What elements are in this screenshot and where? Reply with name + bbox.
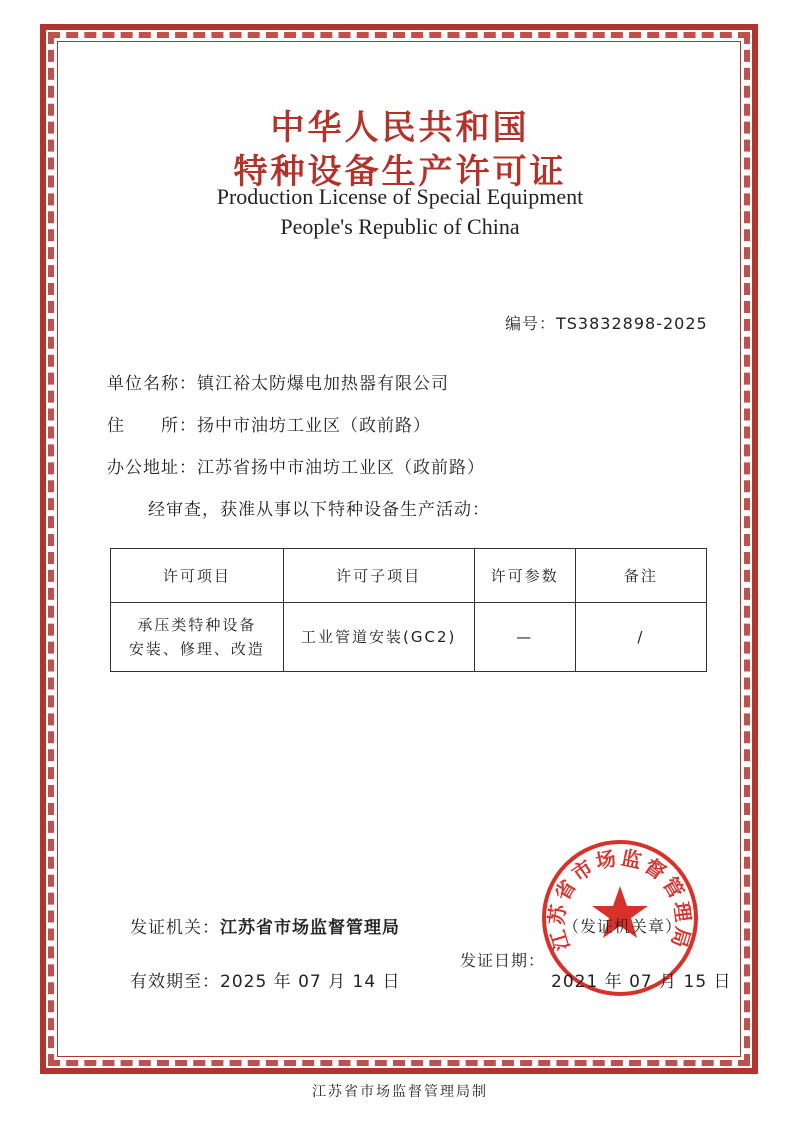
cell-license-subitem: 工业管道安装(GC2) (283, 603, 474, 672)
cell-remarks: / (575, 603, 706, 672)
issuer-row (130, 913, 400, 938)
seal-caption: （发证机关章） (563, 917, 683, 936)
valid-until-value: 2025 年 07 月 14 日 (220, 972, 401, 992)
valid-until-label: 有效期至： (130, 972, 220, 992)
residence-value: 扬中市油坊工业区（政前路） (197, 416, 431, 436)
footer-issuer: 江苏省市场监督管理局制 (312, 1084, 488, 1100)
issuer-value: 江苏省市场监督管理局 (220, 918, 400, 938)
header-license-param: 许可参数 (474, 549, 575, 603)
license-item-line2: 安装、修理、改造 (128, 640, 265, 658)
residence-row (107, 411, 431, 436)
header-license-subitem: 许可子项目 (283, 549, 474, 603)
seal-ring-text: 江苏省市场监督管理局 (544, 845, 696, 954)
unit-name-value: 镇江裕太防爆电加热器有限公司 (197, 374, 449, 394)
title-cn-line1: 中华人民共和国 (270, 108, 530, 148)
title-en-line2: People's Republic of China (280, 214, 520, 239)
unit-name-row (107, 369, 449, 394)
license-table (110, 548, 707, 672)
license-item-line1: 承压类特种设备 (137, 616, 257, 634)
office-address-value: 江苏省扬中市油坊工业区（政前路） (197, 458, 485, 478)
header-license-item: 许可项目 (111, 549, 284, 603)
issuer-label: 发证机关： (130, 918, 220, 938)
license-number: 编号：TS3832898-2025 (505, 314, 708, 333)
valid-until-row (130, 967, 401, 992)
table-header-row (111, 549, 707, 603)
table-row (111, 603, 707, 672)
header-remarks: 备注 (575, 549, 706, 603)
title-en-line1: Production License of Special Equipment (216, 184, 584, 209)
title-cn-line2: 特种设备生产许可证 (233, 152, 567, 192)
cell-license-item (111, 603, 284, 672)
issue-date-value: 2021 年 07 月 15 日 (551, 972, 732, 992)
office-address-label: 办公地址： (107, 458, 197, 478)
cell-license-param: — (474, 603, 575, 672)
issue-date-label: 发证日期： (460, 951, 546, 970)
residence-label: 住 所： (107, 416, 197, 436)
unit-name-label: 单位名称： (107, 374, 197, 394)
approval-statement: 经审查，获准从事以下特种设备生产活动： (148, 500, 490, 520)
office-address-row (107, 453, 485, 478)
